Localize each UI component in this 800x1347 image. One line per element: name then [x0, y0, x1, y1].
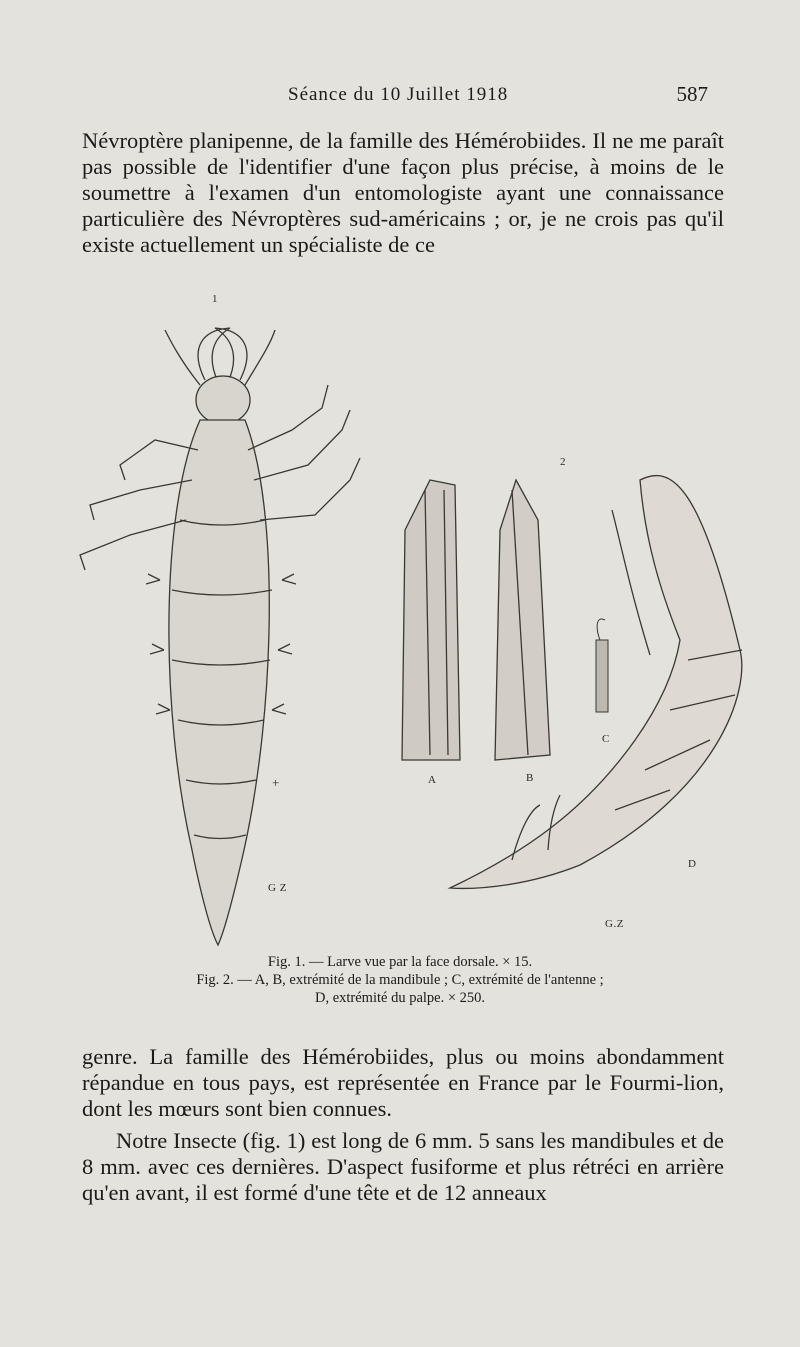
paragraph-3: Notre Insecte (fig. 1) est long de 6 mm. 5 sans les mandibules et de 8 mm. avec ces dernières. D'aspect fusiforme et plus rétréci en arrière qu'en avant, il est formé d'une tête et de 12 anneaux	[82, 1128, 724, 1205]
figure-caption-3: D, extrémité du palpe. × 250.	[314, 990, 486, 1006]
paragraph-1: Névroptère planipenne, de la famille des Hémérobiides. Il ne me paraît pas possible de l'identifier d'une façon plus précise, à moins de le soumettre à l'examen d'un entomologiste ayant une connaissance particulière des Névroptères sud-américains ; or, je ne crois pas qu'il existe actuellement un spécialiste de ce	[82, 128, 724, 257]
antenna-tip-C	[596, 619, 608, 712]
label-A: A	[428, 774, 437, 786]
figure-caption-1: Fig. 1. — Larve vue par la face dorsale. × 15.	[267, 954, 533, 970]
label-B: B	[526, 772, 534, 784]
running-title: Séance du 10 Juillet 1918	[288, 84, 509, 105]
label-C: C	[602, 733, 610, 745]
figure-illustration	[60, 290, 760, 950]
label-D: D	[688, 858, 697, 870]
larva-figure	[80, 328, 360, 945]
gz-signature-left: G Z	[268, 882, 287, 894]
plus-mark-label: +	[272, 775, 280, 790]
page-number: 587	[676, 82, 708, 106]
larva-drawing	[60, 290, 760, 950]
paragraph-2: genre. La famille des Hémérobiides, plus ou moins abondamment répandue en tous pays, est représentée en France par le Fourmi-lion, dont les mœurs sont bien connues.	[82, 1044, 724, 1121]
mandible-A	[402, 480, 460, 760]
fig2-number-label: 2	[560, 456, 566, 468]
mandible-B	[495, 480, 550, 760]
figure-caption-2: Fig. 2. — A, B, extrémité de la mandibule ; C, extrémité de l'antenne ;	[196, 972, 604, 988]
gz-signature-right: G.Z	[605, 918, 624, 930]
fig1-number-label: 1	[212, 293, 218, 305]
running-header	[0, 84, 800, 112]
